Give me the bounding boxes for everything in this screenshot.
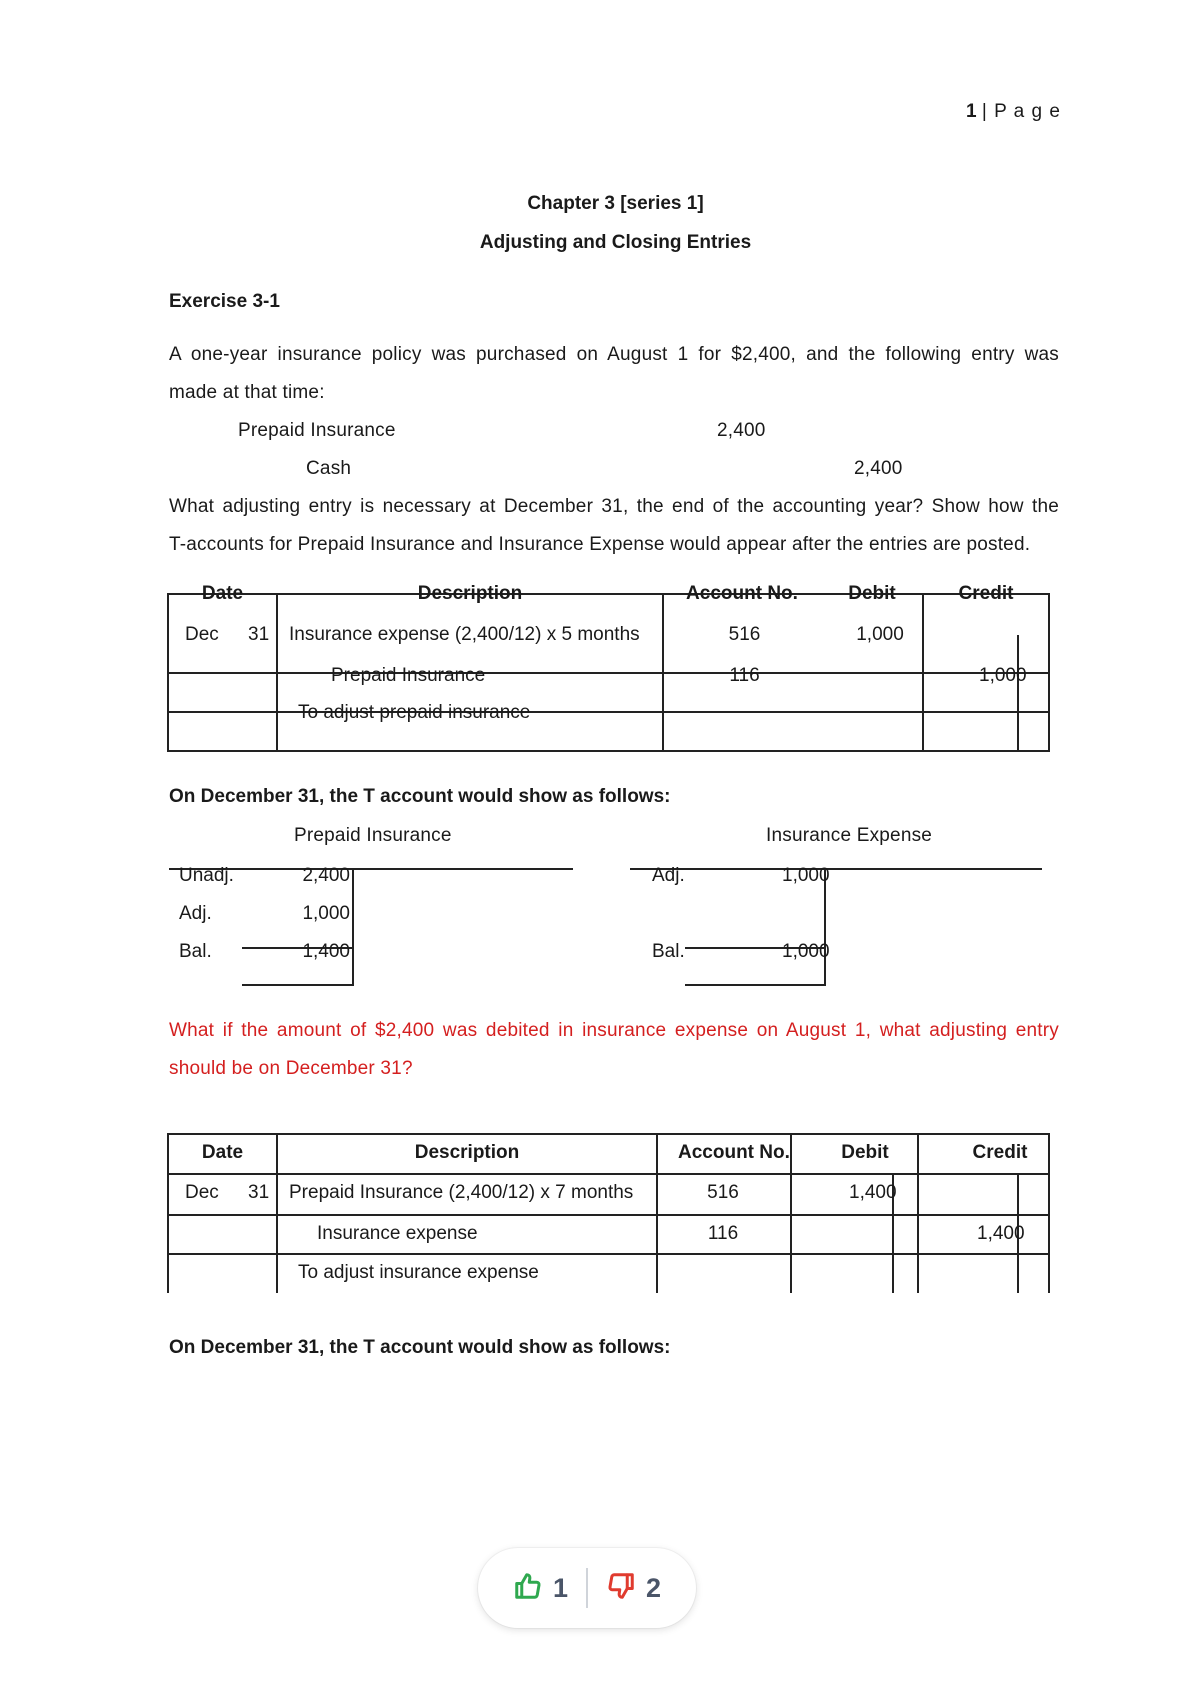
entry-credit-account: Cash xyxy=(306,458,352,479)
t-account-center-line xyxy=(352,868,354,986)
dislike-count: 2 xyxy=(646,1572,662,1603)
like-button[interactable] xyxy=(495,1571,586,1606)
t-account-row-amount: 1,000 xyxy=(782,865,830,886)
table2-cell-debit: 1,400 xyxy=(849,1182,897,1203)
table1-cell-debit: 1,000 xyxy=(856,624,904,645)
t-account-row-label: Bal. xyxy=(652,941,685,962)
table2-cell-description: Insurance expense xyxy=(317,1223,478,1244)
question-line1: What adjusting entry is necessary at December 31, the end of the accounting year? Show how the xyxy=(169,496,1059,517)
t-account-row-amount: 1,000 xyxy=(302,903,350,924)
table1-cell-day: 31 xyxy=(248,624,270,645)
exercise-paragraph-line2: made at that time: xyxy=(169,382,325,403)
table2-col-border xyxy=(917,1133,919,1293)
table1-cell-account: 116 xyxy=(729,665,760,686)
t-account-top-line xyxy=(630,868,1042,870)
table1-header-debit: Debit xyxy=(848,583,896,604)
t-account-row-amount: 2,400 xyxy=(302,865,350,886)
t-account-row-amount: 1,400 xyxy=(302,941,350,962)
table2-col-border xyxy=(790,1133,792,1293)
what-if-question-line1: What if the amount of $2,400 was debited in insurance expense on August 1, what adjusting entry xyxy=(169,1020,1059,1041)
t-accounts-heading: On December 31, the T account would show as follows: xyxy=(169,786,671,807)
page-number: 1 xyxy=(966,101,977,122)
table1-header-date: Date xyxy=(201,583,244,604)
table2-header-description: Description xyxy=(414,1142,520,1163)
dislike-button[interactable] xyxy=(588,1571,679,1606)
page-label: | P a g e xyxy=(981,101,1061,122)
page-header xyxy=(966,101,1061,123)
exercise-heading: Exercise 3-1 xyxy=(169,291,280,312)
table2-header-credit: Credit xyxy=(972,1142,1028,1163)
table1-header-description: Description xyxy=(417,583,523,604)
table1-col-border xyxy=(922,593,924,752)
entry-credit-amount: 2,400 xyxy=(854,458,903,479)
chapter-subtitle: Adjusting and Closing Entries xyxy=(479,232,752,253)
t-account-bottom-line xyxy=(242,984,352,986)
table1-cell-description: Insurance expense (2,400/12) x 5 months xyxy=(289,624,640,645)
chapter-title: Chapter 3 [series 1] xyxy=(527,193,704,214)
table2-cell-description: Prepaid Insurance (2,400/12) x 7 months xyxy=(289,1182,634,1203)
table1-col-border xyxy=(167,593,169,752)
table1-cell-credit: 1,000 xyxy=(979,665,1027,686)
t-account-row-amount: 1,000 xyxy=(782,941,830,962)
table1-cell-description: To adjust prepaid insurance xyxy=(298,702,531,723)
table2-cell-month: Dec xyxy=(185,1182,219,1203)
table1-header-account: Account No. xyxy=(686,583,798,604)
entry-debit-amount: 2,400 xyxy=(717,420,766,441)
table1-col-border xyxy=(1048,593,1050,752)
table2-header-account: Account No. xyxy=(678,1142,790,1163)
table1-col-border xyxy=(276,593,278,752)
what-if-question-line2: should be on December 31? xyxy=(169,1058,413,1079)
table1-row-divider xyxy=(167,672,1050,674)
t-account-row-label: Adj. xyxy=(652,865,685,886)
table1-cell-description: Prepaid Insurance xyxy=(331,665,486,686)
table2-cell-account: 516 xyxy=(707,1182,739,1203)
table2-cell-day: 31 xyxy=(248,1182,270,1203)
thumbs-up-icon xyxy=(513,1571,543,1606)
t-account-title: Prepaid Insurance xyxy=(294,825,452,846)
table1-cell-account: 516 xyxy=(728,624,761,645)
table2-cell-description: To adjust insurance expense xyxy=(298,1262,539,1283)
table1-col-border xyxy=(1017,635,1019,752)
table2-header-date: Date xyxy=(201,1142,244,1163)
thumbs-down-icon xyxy=(606,1571,636,1606)
like-count: 1 xyxy=(552,1572,568,1603)
table2-cell-credit: 1,400 xyxy=(977,1223,1025,1244)
exercise-paragraph-line1: A one-year insurance policy was purchased on August 1 for $2,400, and the following entry was xyxy=(169,344,1059,365)
t-account-title: Insurance Expense xyxy=(766,825,933,846)
table1-bottom-border xyxy=(167,750,1050,752)
question-line2: T-accounts for Prepaid Insurance and Insurance Expense would appear after the entries are posted. xyxy=(169,534,1031,555)
t-account-row-label: Bal. xyxy=(179,941,212,962)
t-account-row-label: Adj. xyxy=(179,903,212,924)
t-account-row-label: Unadj. xyxy=(179,865,234,886)
table2-cell-account: 116 xyxy=(707,1223,739,1244)
feedback-widget xyxy=(478,1548,696,1628)
entry-debit-account: Prepaid Insurance xyxy=(238,420,396,441)
table2-header-debit: Debit xyxy=(841,1142,889,1163)
t-accounts-heading: On December 31, the T account would show as follows: xyxy=(169,1337,671,1358)
table1-header-credit: Credit xyxy=(958,583,1014,604)
t-account-bottom-line xyxy=(685,984,824,986)
table2-col-border xyxy=(656,1133,658,1293)
table1-cell-month: Dec xyxy=(185,624,219,645)
